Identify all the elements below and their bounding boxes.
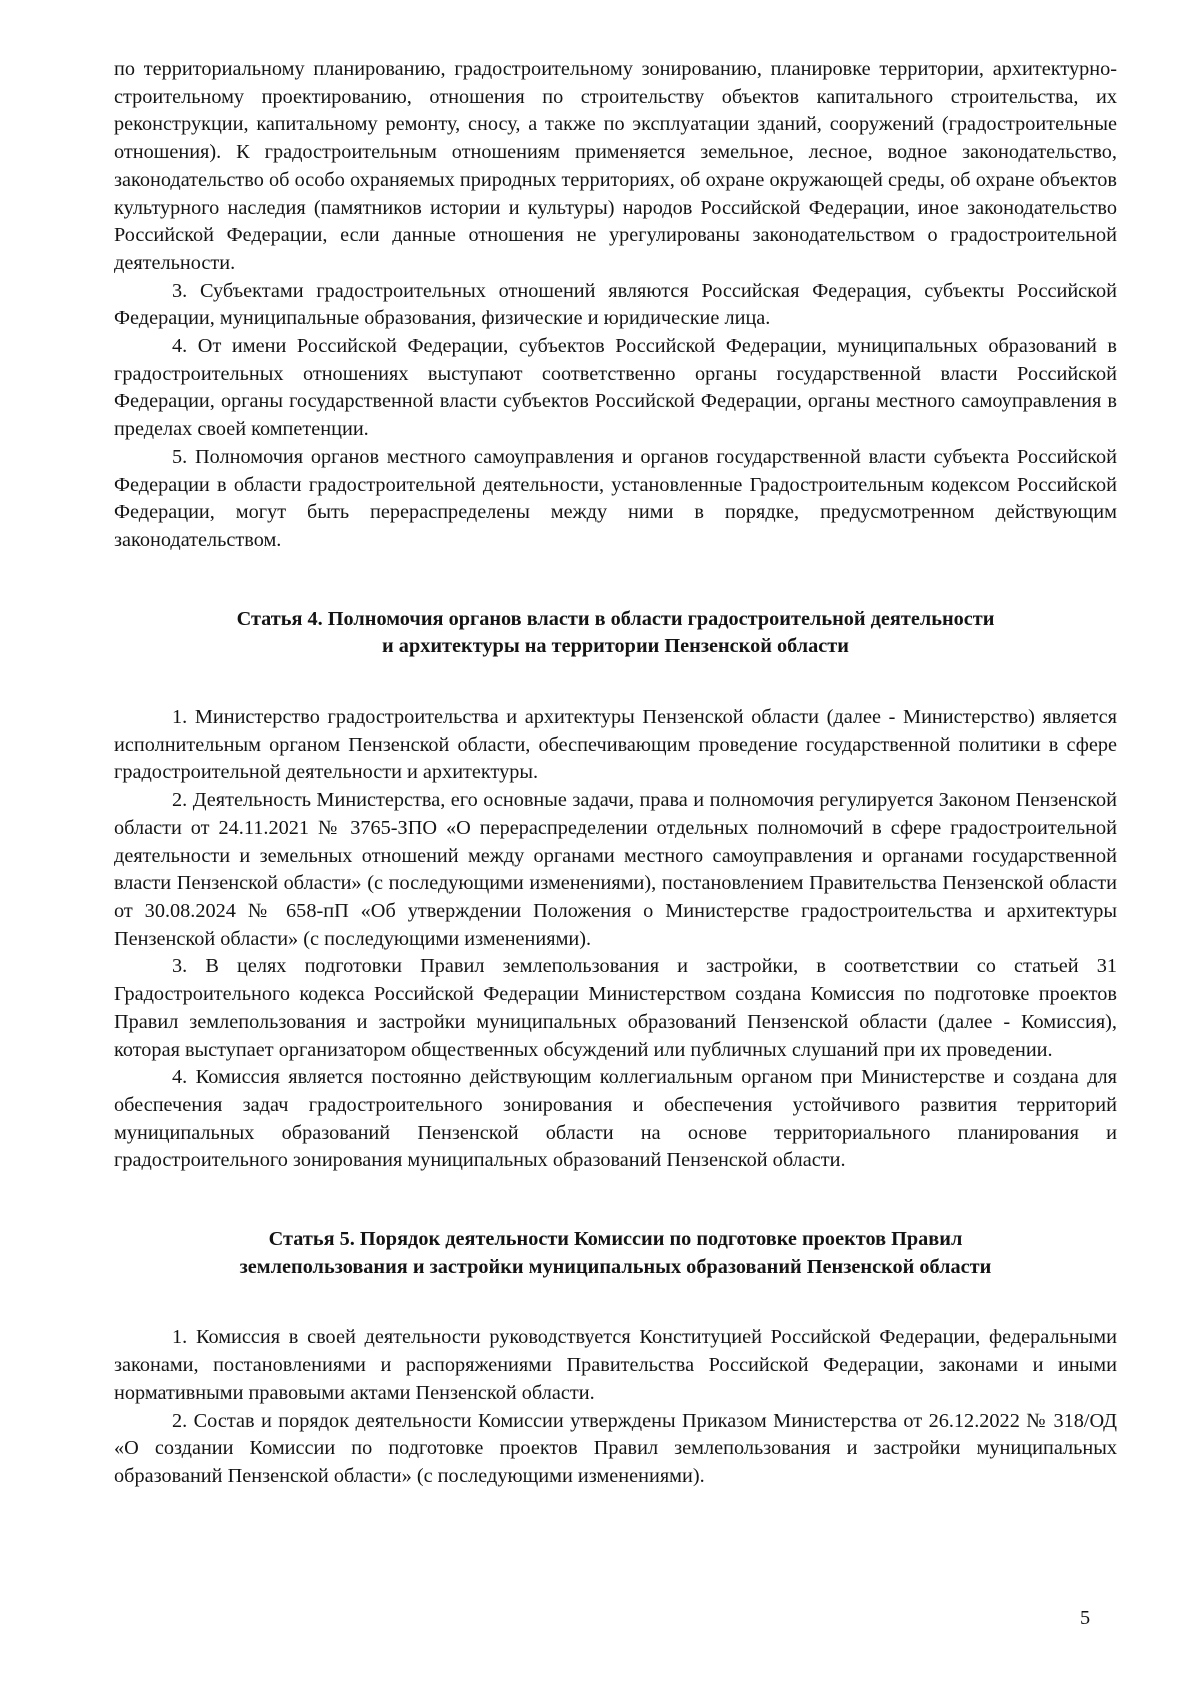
paragraph-item-3: 3. Субъектами градостроительных отношений являются Российская Федерация, субъекты Российской Федерации, муниципальные образования, физические и юридические лица. [114, 279, 1117, 330]
article-4-heading-line-2: и архитектуры на территории Пензенской области [382, 635, 849, 658]
paragraph-item-4: 4. От имени Российской Федерации, субъектов Российской Федерации, муниципальных образований в градостроительных отношениях выступают соответственно органы государственной власти Российской Федерации, органы государственной власти субъектов Российской Федерации, органы местного самоуправления в пределах своей компетенции. [114, 335, 1117, 441]
paragraph-item-5: 5. Полномочия органов местного самоуправления и органов государственной власти субъекта Российской Федерации в области градостроительной деятельности, установленные Градостроительным кодексом Российской Федерации, могут быть перераспределены между ними в порядке, предусмотренном действующим законодательством. [114, 445, 1117, 551]
paragraph-continuation: по территориальному планированию, градостроительному зонированию, планировке территории, архитектурно-строительному проектированию, отношения по строительству объектов капитального строительства, их реконструкции, капитальному ремонту, сносу, а также по эксплуатации зданий, сооружений (градостроительные отношения). К градостроительным отношениям применяется земельное, лесное, водное законодательство, законодательство об особо охраняемых природных территориях, об охране окружающей среды, об охране объектов культурного наследия (памятников истории и культуры) народов Российской Федерации, иное законодательство Российской Федерации, если данные отношения не урегулированы законодательством о градостроительной деятельности. [114, 58, 1117, 274]
article-5-heading-line-1: Статья 5. Порядок деятельности Комиссии по подготовке проектов Правил [268, 1228, 963, 1251]
document-page [114, 56, 1117, 1491]
article-4-paragraph-3: 3. В целях подготовки Правил землепользования и застройки, в соответствии со статьей 31 Градостроительного кодекса Российской Федерации Министерством создана Комиссия по подготовке проектов Правил землепользования и застройки муниципальных образований Пензенской области (далее - Комиссия), которая выступает организатором общественных обсуждений или публичных слушаний при их проведении. [114, 955, 1117, 1061]
article-4-paragraph-1: 1. Министерство градостроительства и архитектуры Пензенской области (далее - Министерство) является исполнительным органом Пензенской области, обеспечивающим проведение государственной политики в сфере градостроительной деятельности и архитектуры. [114, 706, 1117, 784]
article-4-paragraph-2: 2. Деятельность Министерства, его основные задачи, права и полномочия регулируется Законом Пензенской области от 24.11.2021 № 3765-ЗПО «О перераспределении отдельных полномочий в сфере градостроительной деятельности и земельных отношений между органами местного самоуправления и органами государственной власти Пензенской области» (с последующими изменениями), постановлением Правительства Пензенской области от 30.08.2024 № 658-пП «Об утверждении Положения о Министерстве градостроительства и архитектуры Пензенской области» (с последующими изменениями). [114, 789, 1117, 950]
article-4-heading [114, 606, 1117, 661]
article-5-heading-line-2: землепользования и застройки муниципальных образований Пензенской области [239, 1255, 992, 1278]
page-number: 5 [1080, 1607, 1091, 1629]
article-4-paragraph-4: 4. Комиссия является постоянно действующим коллегиальным органом при Министерстве и создана для обеспечения задач градостроительного зонирования и обеспечения устойчивого развития территорий муниципальных образований Пензенской области на основе территориального планирования и градостроительного зонирования муниципальных образований Пензенской области. [114, 1066, 1117, 1172]
article-5-paragraph-1: 1. Комиссия в своей деятельности руководствуется Конституцией Российской Федерации, федеральными законами, постановлениями и распоряжениями Правительства Российской Федерации, законами и иными нормативными правовыми актами Пензенской области. [114, 1326, 1117, 1404]
article-5-paragraph-2: 2. Состав и порядок деятельности Комиссии утверждены Приказом Министерства от 26.12.2022 № 318/ОД «О создании Комиссии по подготовке проектов Правил землепользования и застройки муниципальных образований Пензенской области» (с последующими изменениями). [114, 1409, 1117, 1487]
article-5-heading [114, 1226, 1117, 1281]
article-4-heading-line-1: Статья 4. Полномочия органов власти в области градостроительной деятельности [236, 607, 995, 630]
